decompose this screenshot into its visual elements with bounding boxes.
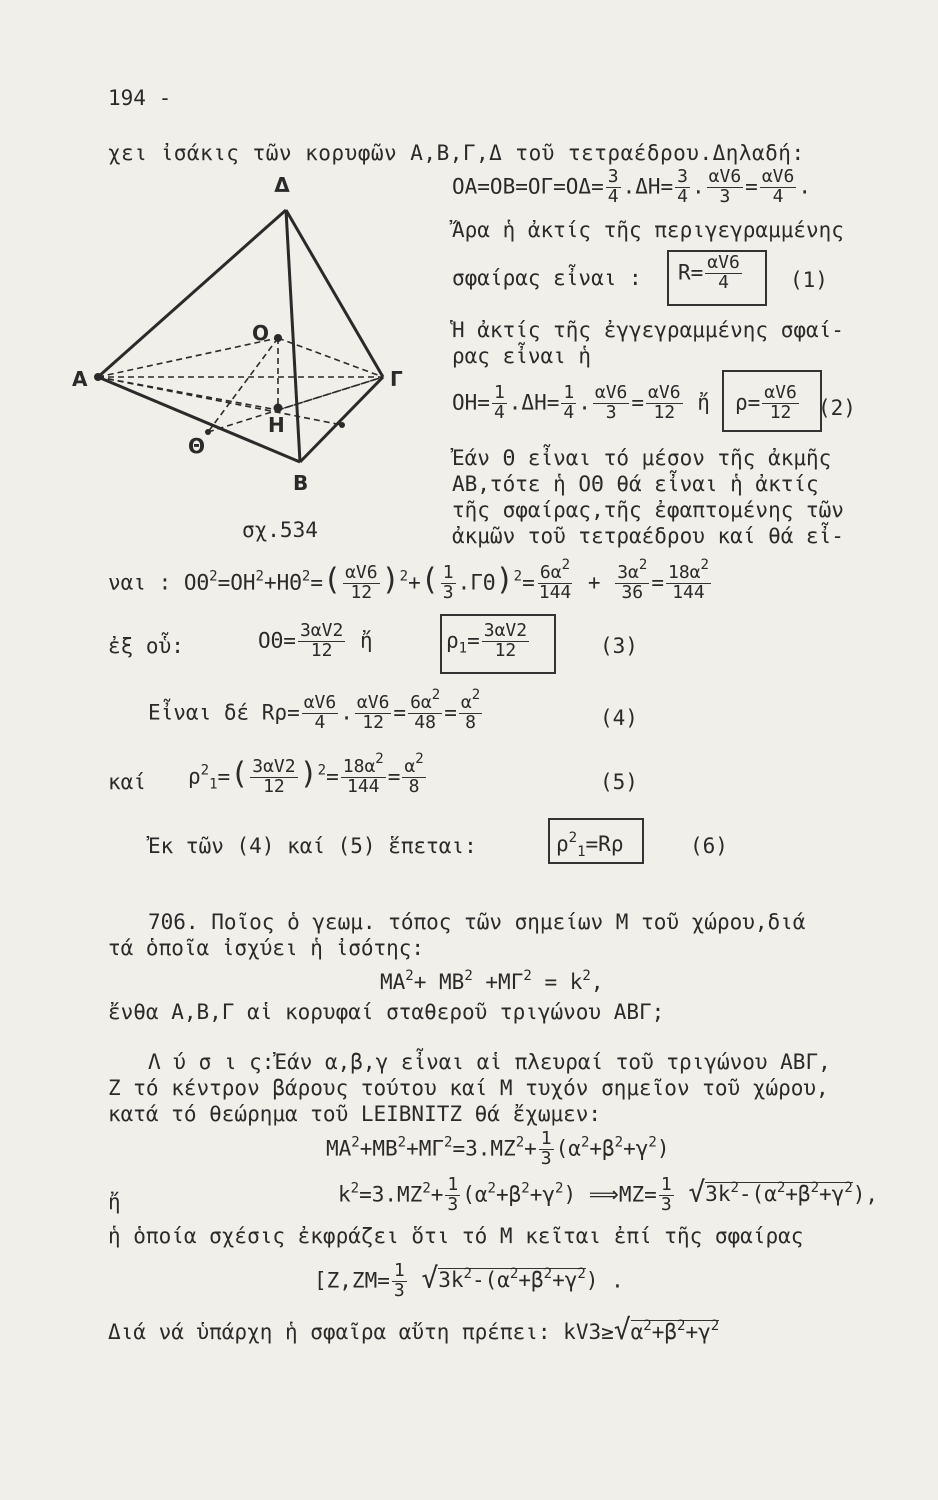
edge-db xyxy=(286,210,300,462)
eq6-text: Ἐκ τῶν (4) καί (5) ἕπεται: xyxy=(148,834,477,858)
label-2: (2) xyxy=(818,396,856,420)
rho-formula: ρ= $\frac{\alpha V6}{12}$ xyxy=(735,382,797,423)
label-3: (3) xyxy=(600,634,638,658)
figure-caption: σχ.534 xyxy=(242,518,318,542)
sphere-line: σφαίρας εἶναι : xyxy=(452,266,642,290)
sphere-equation: [Ζ,ΖΜ= $\frac{1}{3}$ $√3k^2-(\alpha^2+\beta^2+\gamma^2)$ . xyxy=(314,1260,624,1301)
p706-line3: ἔνθα Α,Β,Γ αἱ κορυφαί σταθεροῦ τριγώνου ΑΒΓ; xyxy=(108,1000,665,1024)
p706-line1: 706. Ποῖος ὁ γεωμ. τόπος τῶν σημείων Μ τοῦ χώρου,διά xyxy=(148,910,806,934)
inscribed-line1: Ἡ ἀκτίς τῆς ἐγγεγραμμένης σφαί- xyxy=(452,318,844,342)
oa-equation: ΟΑ=ΟΒ=ΟΓ=ΟΔ= $\frac{3}{4}$ .ΔΗ= $\frac{3}{4}$ . $\frac{\alpha V6}{3}$ = $\frac{\alpha V6}{4}$ . xyxy=(452,166,811,207)
page-number: 194 - xyxy=(108,86,172,110)
oh-equation: ΟΗ= $\frac{1}{4}$ .ΔΗ= $\frac{1}{4}$ . $\frac{\alpha V6}{3}$ = $\frac{\alpha V6}{12}$ ἤ xyxy=(452,382,710,423)
tetrahedron-figure xyxy=(60,170,420,550)
point-h xyxy=(274,404,283,413)
seg-ao xyxy=(98,338,278,377)
label-g: Γ xyxy=(390,367,403,391)
or-label: ἤ xyxy=(108,1190,121,1214)
label-b: Β xyxy=(293,471,309,495)
inscribed-line2: ρας εἶναι ἡ xyxy=(452,344,592,368)
point-o xyxy=(274,334,282,342)
ex-ou-label: ἐξ οὗ: xyxy=(108,634,184,658)
p706-equation: $MA^2+ MB^2 +M\Gamma^2 = k^2$, xyxy=(380,968,604,994)
lysis-line3: κατά τό θεώρημα τοῦ LEIBNITZ θά ἔχωμεν: xyxy=(108,1102,602,1126)
eq5: $\rho^2_1=$( $\frac{3\alpha V2}{12}$ )$^2$= $\frac{18\alpha^2}{144}$ = $\frac{\alpha^2}{8}$ xyxy=(188,751,424,797)
label-h: Η xyxy=(268,413,285,437)
label-th: Θ xyxy=(188,434,206,458)
label-d: Δ xyxy=(274,173,290,197)
nai-equation: ναι : $O\Theta^2=OH^2+H\Theta^2=$( $\frac{\alpha V6}{12}$ )$^2$+( $\frac{1}{3}$ .ΓΘ)$^2$= $\frac{6\alpha^2}{144}$ + $\frac{3\alpha^2}{36}$ = $\frac{18\alpha^2}{144}$ xyxy=(108,557,709,603)
label-5: (5) xyxy=(600,770,638,794)
edge-ad xyxy=(98,210,286,377)
edge-dg xyxy=(286,210,383,377)
theta-line2: ΑΒ,τότε ἡ ΟΘ θά εἶναι ἡ ἀκτίς xyxy=(452,472,819,496)
ara-line: Ἄρα ἡ ἀκτίς τῆς περιγεγραμμένης xyxy=(452,218,844,242)
k-equation: $k^2=3.MZ^2+$ $\frac{1}{3}$ $(\alpha^2+\beta^2+\gamma^2)$ ⟹ΜΖ= $\frac{1}{3}$ $√3k^2-(\alpha^2+\beta^2+\gamma^2)$, xyxy=(338,1174,879,1215)
intro-line: χει ἰσάκις τῶν κορυφῶν Α,Β,Γ,Δ τοῦ τετραέδρου.Δηλαδή: xyxy=(108,141,805,165)
r-formula: R= $\frac{\alpha V6}{4}$ xyxy=(678,252,740,293)
label-o: Ο xyxy=(252,321,270,345)
lysis-line1: Λ ύ σ ι ς:Ἐάν α,β,γ εἶναι αἱ πλευραί τοῦ τριγώνου ΑΒΓ, xyxy=(148,1050,831,1074)
label-6: (6) xyxy=(690,834,728,858)
kai-label: καί xyxy=(108,770,146,794)
point-th xyxy=(205,429,211,435)
theta-line1: Ἐάν Θ εἶναι τό μέσον τῆς ἀκμῆς xyxy=(452,446,832,470)
eq4: Εἶναι δέ Rρ= $\frac{\alpha V6}{4}$ . $\frac{\alpha V6}{12}$ = $\frac{6\alpha^2}{48}$ = $\frac{\alpha^2}{8}$ xyxy=(148,687,481,733)
theta-line3: τῆς σφαίρας,τῆς ἐφαπτομένης τῶν xyxy=(452,498,844,522)
lysis-line2: Ζ τό κέντρον βάρους τούτου καί Μ τυχόν σημεῖον τοῦ χώρου, xyxy=(108,1076,829,1100)
eq6-formula: $\rho^2_1=R\rho$ xyxy=(556,830,624,860)
theta-line4: ἀκμῶν τοῦ τετραέδρου καί θά εἶ- xyxy=(452,524,844,548)
label-a: Α xyxy=(72,367,88,391)
hopoia-line: ἡ ὁποία σχέσις ἐκφράζει ὅτι τό Μ κεῖται ἐπί τῆς σφαίρας xyxy=(108,1224,804,1248)
label-1: (1) xyxy=(790,268,828,292)
p706-line2: τά ὁποῖα ἰσχύει ἡ ἰσότης: xyxy=(108,936,425,960)
label-4: (4) xyxy=(600,706,638,730)
oth-equation: ΟΘ= $\frac{3\alpha V2}{12}$ ἤ xyxy=(258,620,373,661)
last-line: Διά νά ὑπάρχη ἡ σφαῖρα αὔτη πρέπει: $kV3\ge√\alpha^2+\beta^2+\gamma^2$ xyxy=(108,1313,720,1346)
oa-lhs: ΟΑ=ΟΒ=ΟΓ=ΟΔ= xyxy=(452,174,604,199)
rho1-formula: $\rho_1=$ $\frac{3\alpha V2}{12}$ xyxy=(446,620,528,661)
leibnitz-equation: $MA^2+MB^2+M\Gamma^2=3.MZ^2+$ $\frac{1}{3}$ $(\alpha^2+\beta^2+\gamma^2)$ xyxy=(326,1128,670,1169)
